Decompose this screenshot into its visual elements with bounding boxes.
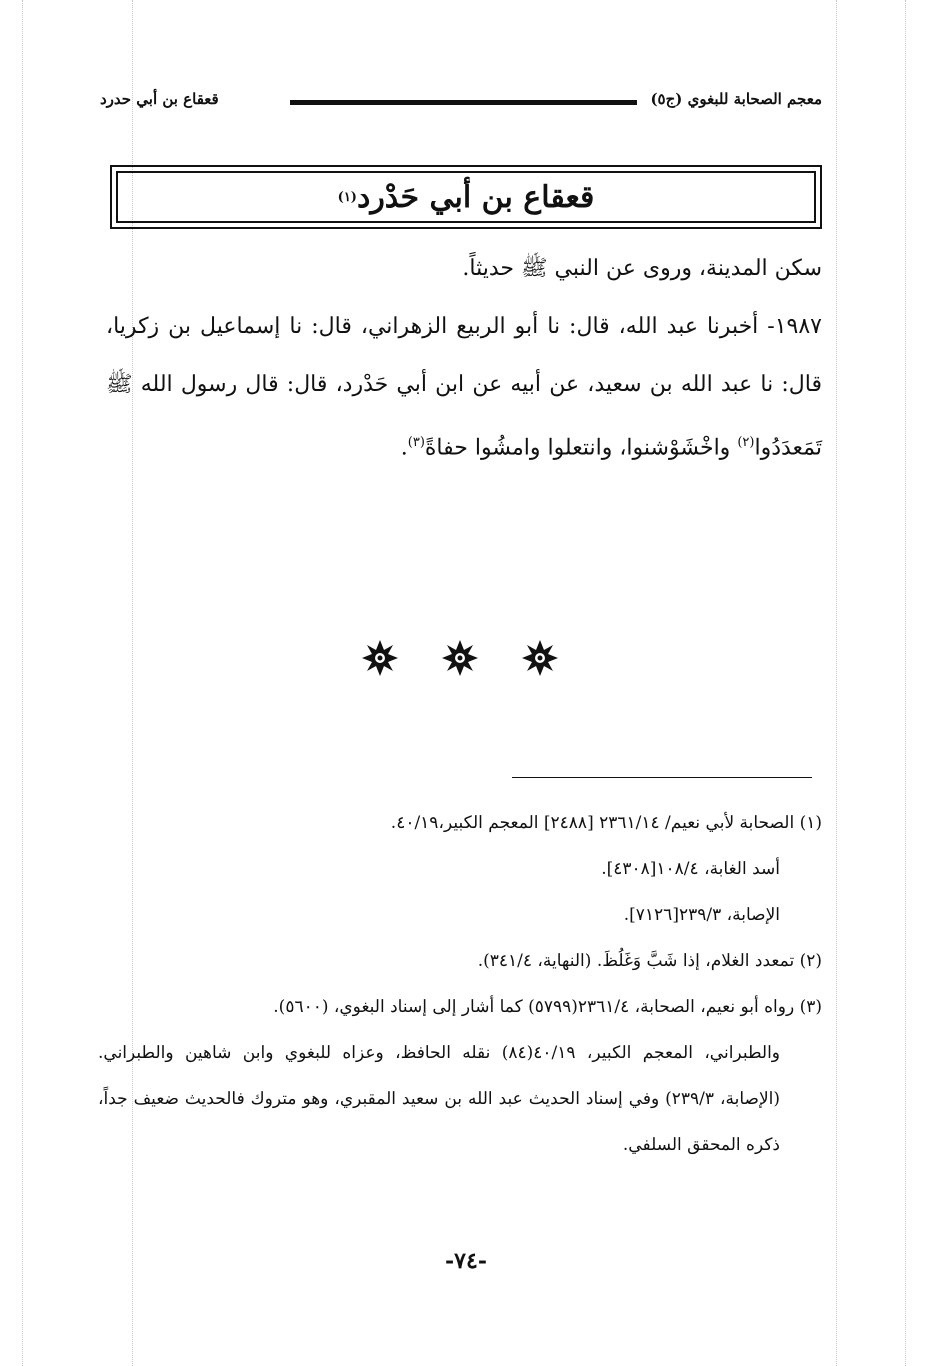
- header-rule: [290, 100, 637, 105]
- page-number: -٧٤-: [445, 1248, 487, 1274]
- entry-title-frame: [110, 165, 822, 229]
- footnote-ref-3: (٣): [407, 435, 425, 450]
- footnote-1: (١) الصحابة لأبي نعيم/ ٢٣٦١/١٤ [٢٤٨٨] المعجم الكبير،٤٠/١٩.: [390, 813, 822, 833]
- scan-guide-line: [905, 0, 906, 1366]
- hadith-end: .: [400, 435, 408, 461]
- footnote-ref-2: (٢): [737, 435, 755, 450]
- star-ornament-icon: [360, 638, 400, 678]
- footnote-1-cont: الإصابة، ٢٣٩/٣[٧١٢٦].: [623, 905, 780, 925]
- star-ornament-icon: [440, 638, 480, 678]
- scan-guide-line: [22, 0, 23, 1366]
- entry-title-text: قعقاع بن أبي حَدْرد: [356, 179, 595, 215]
- star-ornament-icon: [520, 638, 560, 678]
- footnote-3-cont: والطبراني، المعجم الكبير، ٤٠/١٩(٨٤) نقله الحافظ، وعزاه للبغوي وابن شاهين والطبراني. (الإصابة، ٢٣٩/٣) وفي إسناد الحديث عبد الله بن سعيد المقبري، وهو متروك فالحديث ضعيف جداً، ذكره المحقق السلفي.: [98, 1043, 781, 1155]
- entry-body: [106, 240, 822, 477]
- scan-guide-line: [836, 0, 837, 1366]
- running-header: [100, 90, 822, 120]
- hadith-text: [106, 298, 822, 477]
- footnote-2: (٢) تمعدد الغلام، إذا شَبَّ وَغَلُظَ. (النهاية، ٣٤١/٤).: [477, 951, 822, 971]
- section-divider-ornaments: [360, 636, 560, 680]
- footnotes: [98, 800, 822, 1168]
- chapter-title: قعقاع بن أبي حدرد: [100, 90, 219, 108]
- footnote-1-cont: أسد الغابة، ١٠٨/٤[٤٣٠٨].: [601, 859, 780, 879]
- footnote-3: (٣) رواه أبو نعيم، الصحابة، ٢٣٦١/٤(٥٧٩٩) كما أشار إلى إسناد البغوي، (٥٦٠٠).: [273, 997, 822, 1017]
- book-title: معجم الصحابة للبغوي (ج٥): [650, 90, 822, 108]
- entry-title: [116, 171, 816, 223]
- hadith-main: ١٩٨٧- أخبرنا عبد الله، قال: نا أبو الربيع الزهراني، قال: نا إسماعيل بن زكريا، قال: نا عبد الله بن سعيد، عن أبيه عن ابن أبي حَدْرد، قال: قال رسول الله ﷺ تَمَعدَدُوا: [106, 314, 822, 461]
- hadith-mid: واخْشَوْشنوا، وانتعلوا وامشُوا حفاةً: [424, 435, 731, 461]
- footnote-ref-1: (١): [337, 189, 357, 205]
- footnote-separator: [512, 777, 812, 778]
- entry-intro: سكن المدينة، وروى عن النبي ﷺ حديثاً.: [462, 256, 822, 281]
